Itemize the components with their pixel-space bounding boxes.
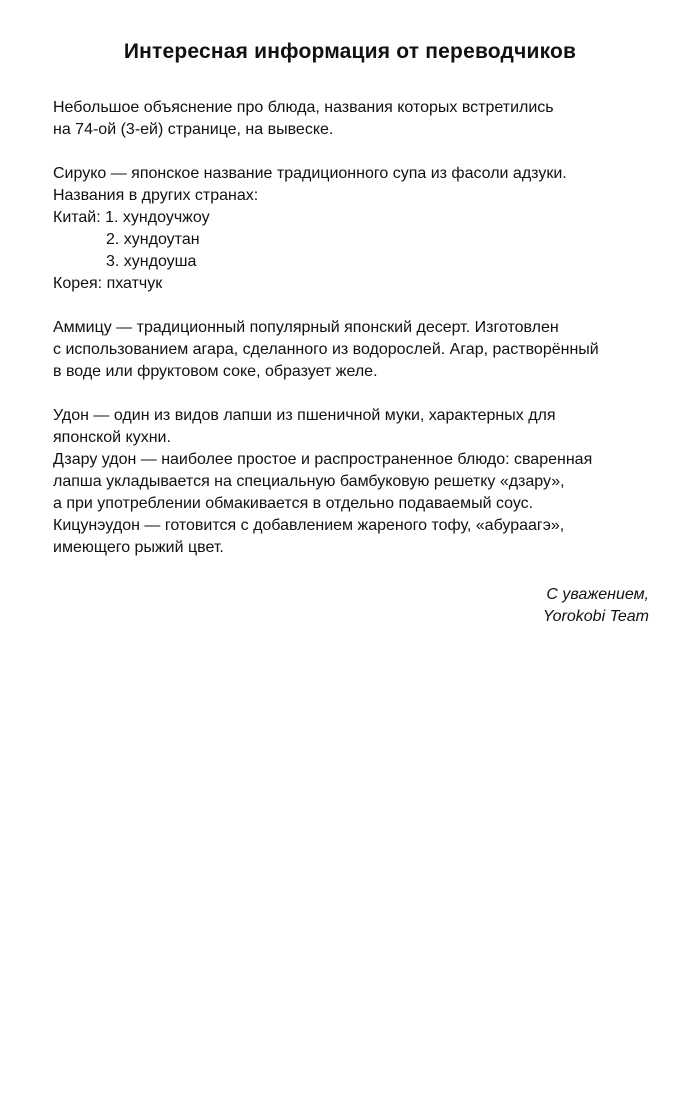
ammitsu-line: Аммицу — традиционный популярный японский десерт. Изготовлен (53, 319, 559, 336)
udon-line: Дзару удон — наиболее простое и распространенное блюдо: сваренная (53, 451, 593, 468)
china-item: 2. хундоутан (106, 231, 200, 248)
china-item: 3. хундоуша (106, 253, 197, 270)
paragraph-gap (53, 383, 663, 405)
signature-greeting: С уважением, (546, 586, 649, 603)
udon-line: Удон — один из видов лапши из пшеничной муки, характерных для (53, 407, 556, 424)
ammitsu-line: с использованием агара, сделанного из водорослей. Агар, растворённый (53, 341, 599, 358)
udon-line: лапша укладывается на специальную бамбуковую решетку «дзару», (53, 473, 565, 490)
signature-team: Yorokobi Team (542, 608, 649, 625)
siruko-line: Сируко — японское название традиционного супа из фасоли адзуки. (53, 165, 567, 182)
china-label: Китай: (53, 209, 101, 226)
china-item-1-line (53, 207, 663, 229)
udon-line: японской кухни. (53, 429, 171, 446)
udon-line: имеющего рыжий цвет. (53, 539, 224, 556)
korea-line: Корея: пхатчук (53, 275, 163, 292)
china-item: 1. хундоучжоу (105, 209, 210, 226)
intro-line: Небольшое объяснение про блюда, названия которых встретились (53, 99, 554, 116)
signature (543, 584, 649, 628)
paragraph-gap (53, 141, 663, 163)
note-body (53, 97, 663, 559)
ammitsu-line: в воде или фруктовом соке, образует желе. (53, 363, 378, 380)
siruko-line: Названия в других странах: (53, 187, 259, 204)
intro-line: на 74-ой (3-ей) странице, на вывеске. (53, 121, 334, 138)
udon-line: Кицунэудон — готовится с добавлением жареного тофу, «абураагэ», (53, 517, 565, 534)
page-title: Интересная информация от переводчиков (123, 40, 577, 63)
udon-line: а при употреблении обмакивается в отдельно подаваемый соус. (53, 495, 534, 512)
paragraph-gap (53, 295, 663, 317)
